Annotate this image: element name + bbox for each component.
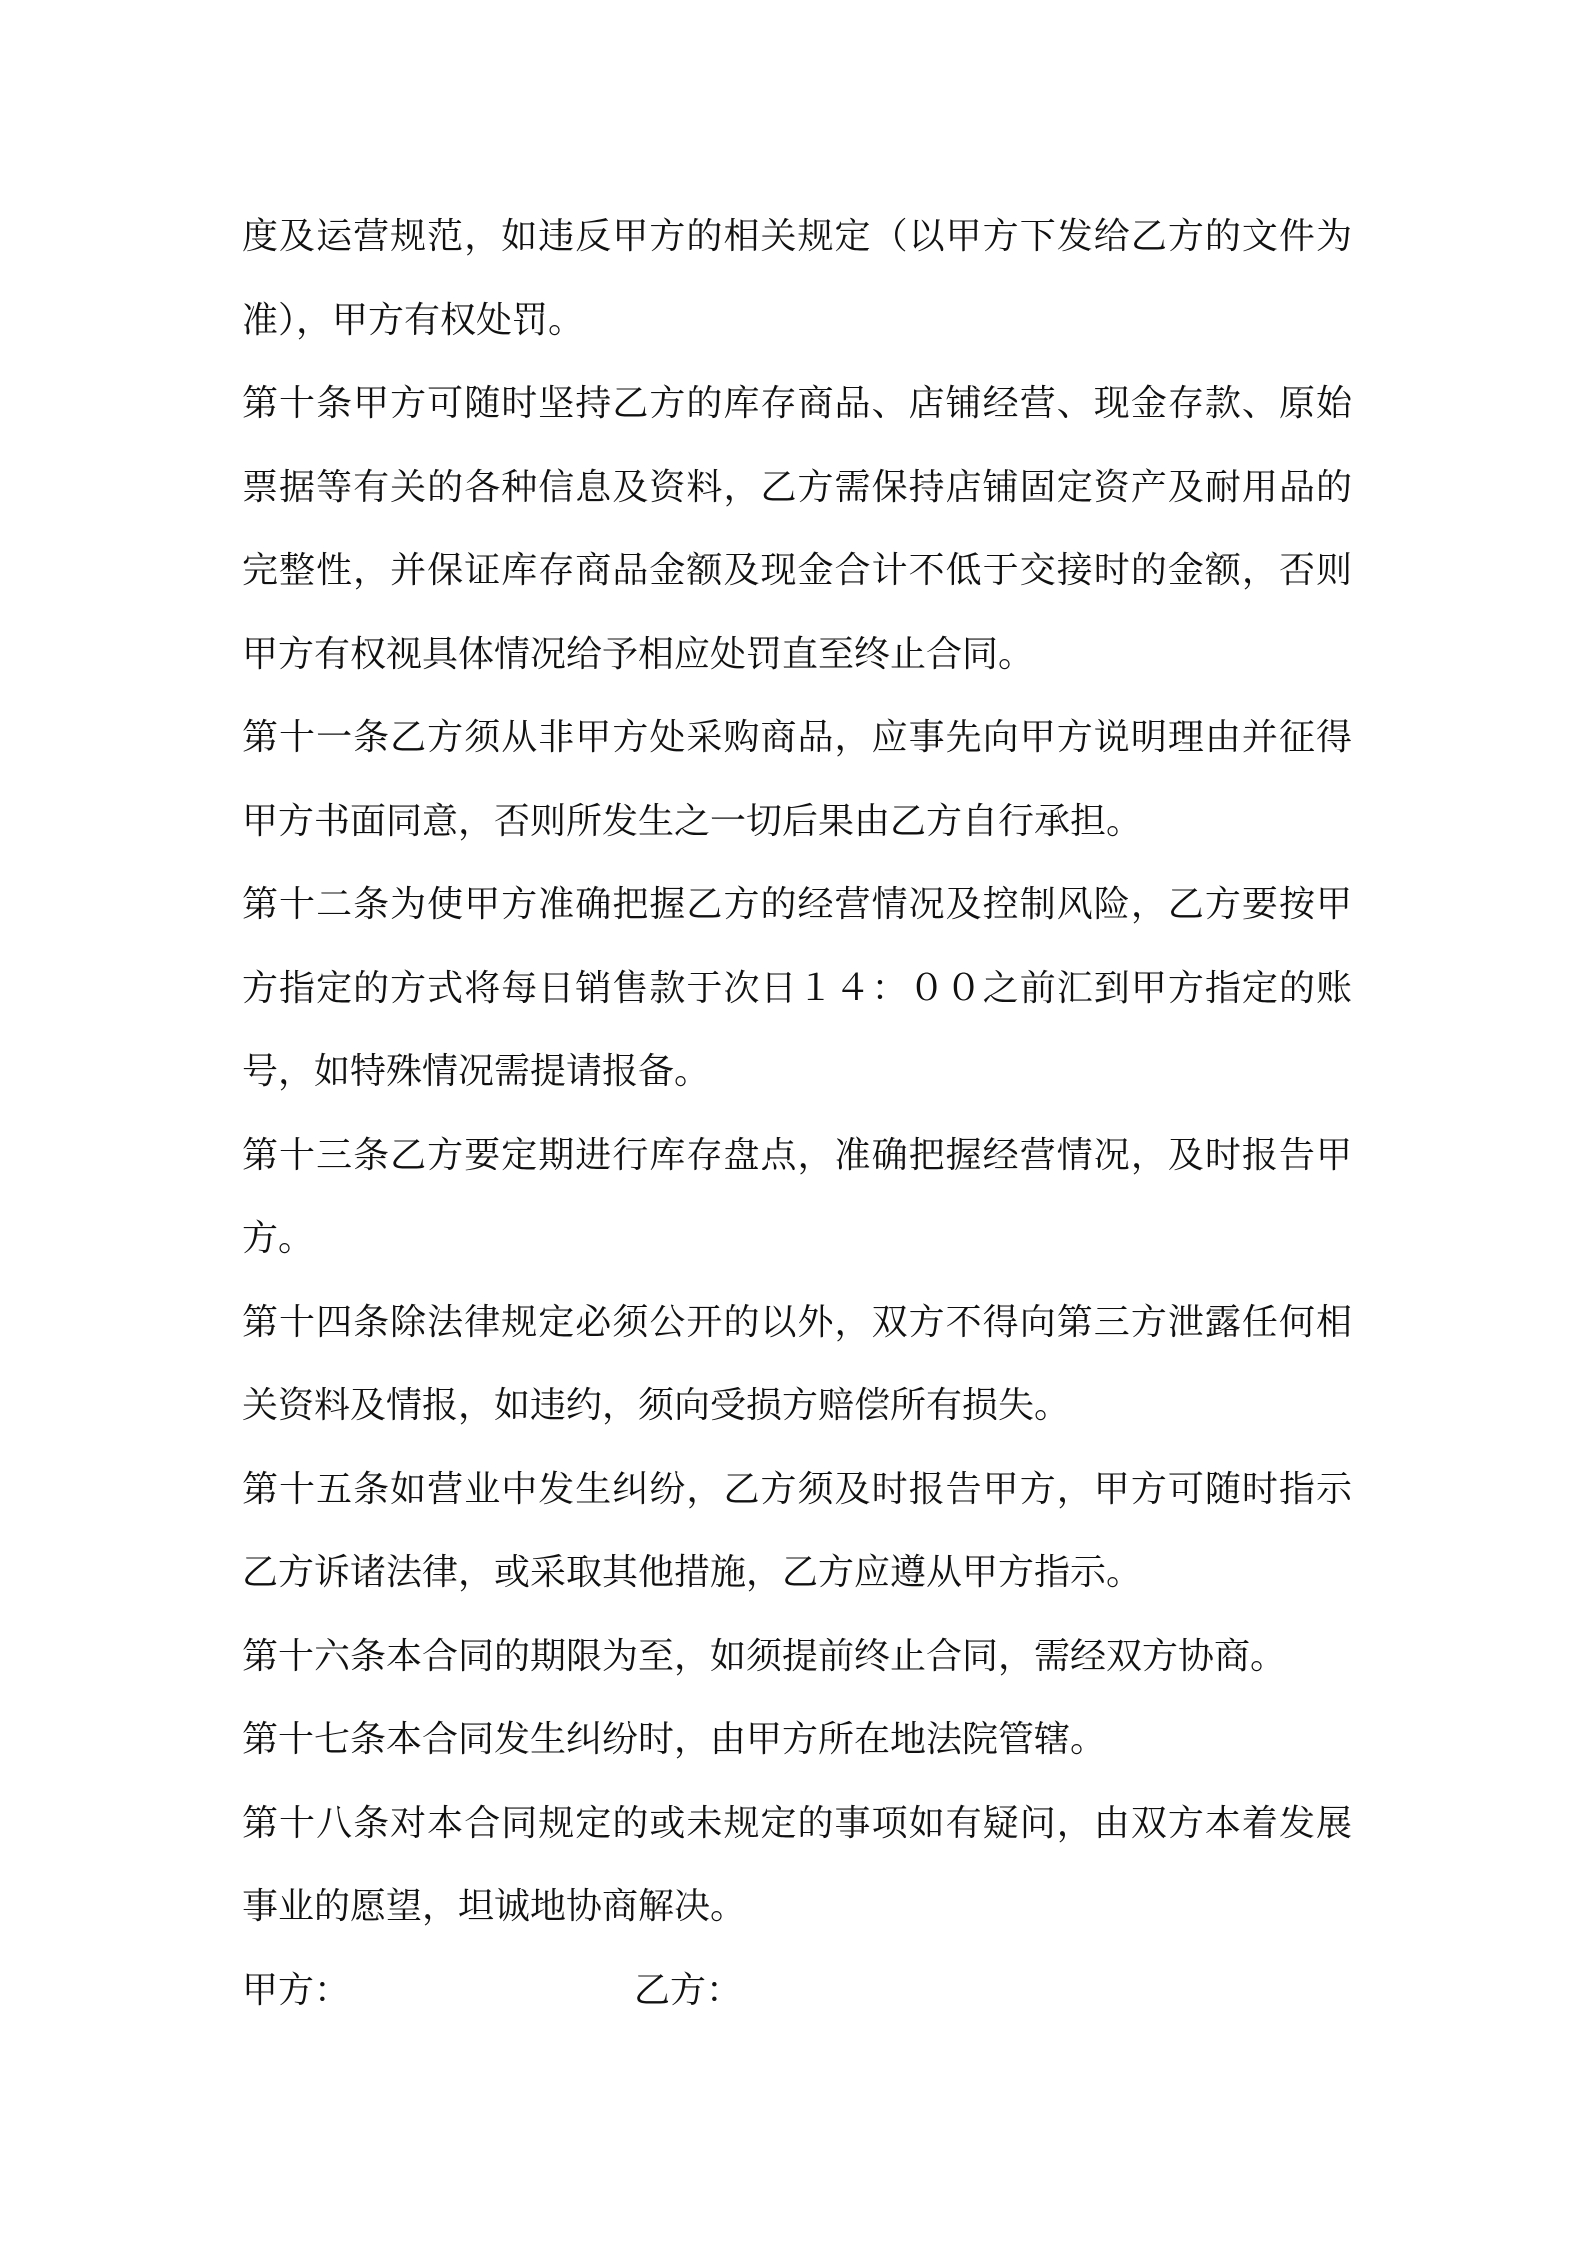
signature-block <box>242 1949 1352 2033</box>
document-body <box>242 195 1352 2032</box>
article-14: 第十四条除法律规定必须公开的以外，双方不得向第三方泄露任何相关资料及情报，如违约，须向受损方赔偿所有损失。 <box>242 1301 1352 1426</box>
article-18: 第十八条对本合同规定的或未规定的事项如有疑问，由双方本着发展事业的愿望，坦诚地协商解决。 <box>242 1802 1352 1927</box>
party-b-signature-label: 乙方： <box>634 1969 743 2011</box>
article-16: 第十六条本合同的期限为至，如须提前终止合同，需经双方协商。 <box>242 1635 1287 1677</box>
paragraph-continuation: 度及运营规范，如违反甲方的相关规定（以甲方下发给乙方的文件为准），甲方有权处罚。 <box>242 216 1352 341</box>
article-13: 第十三条乙方要定期进行库存盘点，准确把握经营情况，及时报告甲方。 <box>242 1134 1352 1259</box>
article-10: 第十条甲方可随时坚持乙方的库存商品、店铺经营、现金存款、原始票据等有关的各种信息及资料，乙方需保持店铺固定资产及耐用品的完整性，并保证库存商品金额及现金合计不低于交接时的金额，否则甲方有权视具体情况给予相应处罚直至终止合同。 <box>242 383 1352 675</box>
article-17: 第十七条本合同发生纠纷时，由甲方所在地法院管辖。 <box>242 1719 1107 1760</box>
article-12: 第十二条为使甲方准确把握乙方的经营情况及控制风险，乙方要按甲方指定的方式将每日销售款于次日１４：００之前汇到甲方指定的账号，如特殊情况需提请报备。 <box>242 884 1352 1092</box>
party-a-signature-label: 甲方： <box>242 1969 351 2011</box>
article-15: 第十五条如营业中发生纠纷，乙方须及时报告甲方，甲方可随时指示乙方诉诸法律，或采取其他措施，乙方应遵从甲方指示。 <box>242 1468 1352 1593</box>
article-11: 第十一条乙方须从非甲方处采购商品，应事先向甲方说明理由并征得甲方书面同意，否则所发生之一切后果由乙方自行承担。 <box>242 717 1352 842</box>
